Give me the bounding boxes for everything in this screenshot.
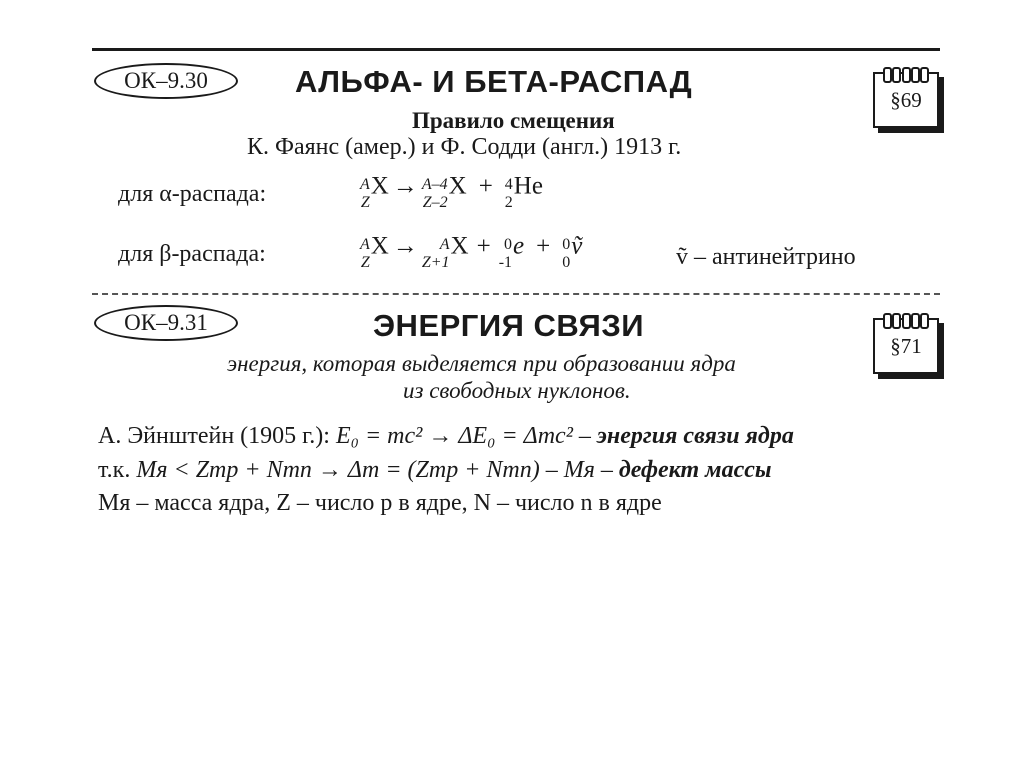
paragraph-notebook bbox=[873, 72, 939, 128]
dashed-separator bbox=[92, 293, 940, 295]
mass-defect-line: т.к. Mя < Zmp + Nmn → Δm = (Zmp + Nmn) – Mя – дефект массы bbox=[98, 457, 772, 483]
card-title: ЭНЕРГИЯ СВЯЗИ bbox=[373, 308, 645, 343]
paragraph-number: §71 bbox=[890, 333, 922, 358]
top-rule bbox=[92, 48, 940, 51]
plus-sign: + bbox=[476, 232, 491, 260]
beta-label: для β-распада: bbox=[118, 241, 266, 267]
alpha-parent-nuclide: A Z X bbox=[360, 172, 389, 211]
binding-energy-term: энергия связи ядра bbox=[596, 423, 794, 449]
card-code: ОК–9.31 bbox=[124, 310, 208, 335]
antineutrino-note: ṽ – антинейтрино bbox=[676, 244, 856, 270]
alpha-daughter-nuclide: A–4 Z–2 X bbox=[421, 172, 467, 211]
notebook-rings-icon bbox=[883, 313, 929, 329]
definition-line-1: энергия, которая выделяется при образовании ядра bbox=[227, 351, 736, 376]
helium-nuclide: 4 2 He bbox=[504, 172, 543, 211]
authors-line: К. Фаянс (амер.) и Ф. Содди (англ.) 1913 г. bbox=[247, 134, 682, 160]
card-code: ОК–9.30 bbox=[124, 68, 208, 93]
alpha-equation bbox=[360, 172, 543, 211]
antineutrino: 0 0 ṽ bbox=[562, 232, 583, 271]
mass-defect-term: дефект массы bbox=[618, 457, 772, 483]
paragraph-number: §69 bbox=[890, 87, 922, 112]
einstein-formula: E₀ = mc² → ΔE₀ = Δmc² bbox=[335, 423, 573, 449]
arrow: → bbox=[392, 172, 418, 200]
card-title: АЛЬФА- И БЕТА-РАСПАД bbox=[295, 64, 693, 99]
plus-sign: + bbox=[478, 172, 493, 200]
definition-line-2: из свободных нуклонов. bbox=[403, 378, 631, 403]
mass-defect-formula: Mя < Zmp + Nmn → Δm = (Zmp + Nmn) – Mя bbox=[136, 457, 595, 483]
arrow: → bbox=[392, 232, 418, 260]
paragraph-notebook bbox=[873, 318, 939, 374]
card-code-oval bbox=[94, 63, 238, 99]
beta-equation bbox=[360, 232, 583, 271]
section-subtitle: Правило смещения bbox=[412, 108, 615, 133]
legend-line: Mя – масса ядра, Z – число p в ядре, N – число n в ядре bbox=[98, 490, 662, 516]
card-code-oval bbox=[94, 305, 238, 341]
plus-sign: + bbox=[536, 232, 551, 260]
beta-daughter-nuclide: A Z+1 X bbox=[421, 232, 469, 271]
beta-parent-nuclide: A Z X bbox=[360, 232, 389, 271]
electron: 0 -1 e bbox=[498, 232, 525, 271]
notebook-rings-icon bbox=[883, 67, 929, 83]
einstein-line: А. Эйнштейн (1905 г.): E₀ = mc² → ΔE₀ = Δmc² – энергия связи ядра bbox=[98, 423, 794, 449]
alpha-label: для α-распада: bbox=[118, 181, 267, 207]
